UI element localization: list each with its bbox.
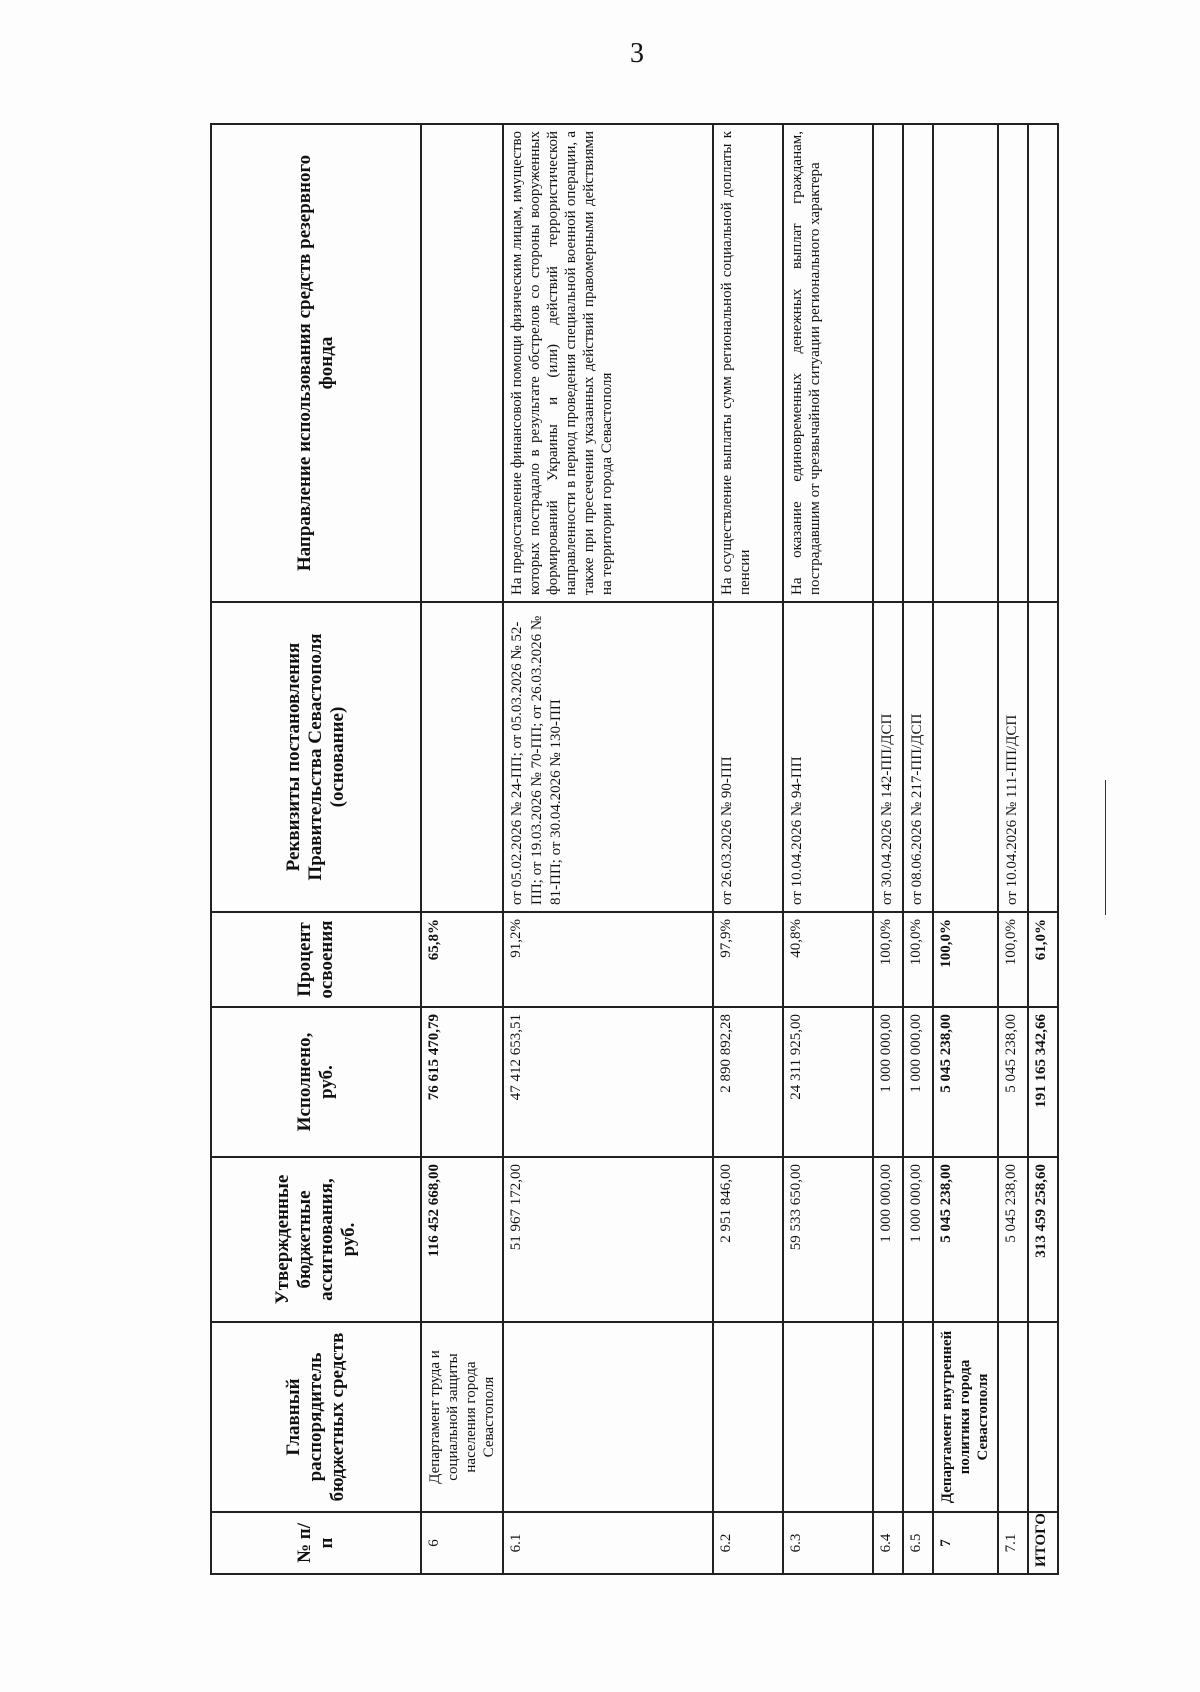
row-approved: 5 045 238,00 (998, 1157, 1028, 1322)
row-basis: от 30.04.2026 № 142-ПП/ДСП (873, 602, 903, 912)
row-basis (1028, 602, 1058, 912)
table-row (873, 124, 903, 1574)
row-basis: от 10.04.2026 № 111-ПП/ДСП (998, 602, 1028, 912)
row-purpose (421, 124, 503, 602)
row-purpose (998, 124, 1028, 602)
row-percent: 65,8% (421, 912, 503, 1007)
row-manager (783, 1322, 873, 1512)
row-approved: 51 967 172,00 (503, 1157, 713, 1322)
table-row (713, 124, 783, 1574)
row-num: 7 (933, 1512, 998, 1574)
row-approved: 1 000 000,00 (903, 1157, 933, 1322)
header-approved: Утвержденные бюджетные ассигнования, руб. (211, 1157, 421, 1322)
table-row (503, 124, 713, 1574)
row-manager: Департамент труда и социальной защиты населения города Севастополя (421, 1322, 503, 1512)
row-percent: 100,0% (933, 912, 998, 1007)
row-num: 6.1 (503, 1512, 713, 1574)
row-manager: Департамент внутренней политики города Севастополя (933, 1322, 998, 1512)
page-number: 3 (630, 38, 644, 69)
margin-rule (1105, 780, 1106, 915)
row-percent: 100,0% (873, 912, 903, 1007)
row-purpose: На оказание единовременных денежных выплат гражданам, пострадавшим от чрезвычайной ситуации регионального характера (783, 124, 873, 602)
row-basis: от 26.03.2026 № 90-ПП (713, 602, 783, 912)
row-executed: 24 311 925,00 (783, 1007, 873, 1157)
row-executed: 2 890 892,28 (713, 1007, 783, 1157)
total-percent: 61,0% (1028, 912, 1058, 1007)
row-purpose (933, 124, 998, 602)
row-num: 7.1 (998, 1512, 1028, 1574)
row-approved: 59 533 650,00 (783, 1157, 873, 1322)
table-total-row (1028, 124, 1058, 1574)
row-basis: от 05.02.2026 № 24-ПП; от 05.03.2026 № 52-ПП; от 19.03.2026 № 70-ПП; от 26.03.2026 № 81-ПП; от 30.04.2026 № 130-ПП (503, 602, 713, 912)
row-percent: 100,0% (903, 912, 933, 1007)
row-manager (998, 1322, 1028, 1512)
row-basis: от 08.06.2026 № 217-ПП/ДСП (903, 602, 933, 912)
row-purpose: На осуществление выплаты сумм региональной социальной доплаты к пенсии (713, 124, 783, 602)
row-manager (713, 1322, 783, 1512)
header-purpose: Направление использования средств резервного фонда (211, 124, 421, 602)
row-percent: 91,2% (503, 912, 713, 1007)
row-executed: 1 000 000,00 (903, 1007, 933, 1157)
row-executed: 47 412 653,51 (503, 1007, 713, 1157)
table-row (903, 124, 933, 1574)
row-executed: 5 045 238,00 (998, 1007, 1028, 1157)
row-num: 6.4 (873, 1512, 903, 1574)
row-manager (903, 1322, 933, 1512)
row-num: 6.3 (783, 1512, 873, 1574)
row-percent: 100,0% (998, 912, 1028, 1007)
row-basis (421, 602, 503, 912)
row-approved: 116 452 668,00 (421, 1157, 503, 1322)
row-purpose: На предоставление финансовой помощи физическим лицам, имущество которых пострадало в результате обстрелов со стороны вооруженных формирований Украины и (или) действий террористической направленности в период проведения специальной военной операции, а также при пресечении указанных действий правомерными действиями на территории города Севастополя (503, 124, 713, 602)
row-basis: от 10.04.2026 № 94-ПП (783, 602, 873, 912)
row-purpose (1028, 124, 1058, 602)
reserve-fund-table (210, 123, 1059, 1575)
row-approved: 5 045 238,00 (933, 1157, 998, 1322)
total-label: ИТОГО (1028, 1512, 1058, 1574)
row-executed: 76 615 470,79 (421, 1007, 503, 1157)
row-percent: 97,9% (713, 912, 783, 1007)
row-num: 6.5 (903, 1512, 933, 1574)
table-row (933, 124, 998, 1574)
header-percent: Процент освоения (211, 912, 421, 1007)
table-row (783, 124, 873, 1574)
row-percent: 40,8% (783, 912, 873, 1007)
total-executed: 191 165 342,66 (1028, 1007, 1058, 1157)
row-basis (933, 602, 998, 912)
row-manager (873, 1322, 903, 1512)
table-row (998, 124, 1028, 1574)
row-executed: 5 045 238,00 (933, 1007, 998, 1157)
header-manager: Главный распорядитель бюджетных средств (211, 1322, 421, 1512)
row-approved: 2 951 846,00 (713, 1157, 783, 1322)
header-basis: Реквизиты постановления Правительства Севастополя (основание) (211, 602, 421, 912)
row-purpose (903, 124, 933, 602)
row-num: 6.2 (713, 1512, 783, 1574)
row-manager (1028, 1322, 1058, 1512)
row-executed: 1 000 000,00 (873, 1007, 903, 1157)
header-executed: Исполнено, руб. (211, 1007, 421, 1157)
reserve-fund-table-container (210, 125, 1060, 1575)
header-num: № п/п (211, 1512, 421, 1574)
table-header-row (211, 124, 421, 1574)
table-row (421, 124, 503, 1574)
row-num: 6 (421, 1512, 503, 1574)
row-manager (503, 1322, 713, 1512)
row-approved: 1 000 000,00 (873, 1157, 903, 1322)
total-approved: 313 459 258,60 (1028, 1157, 1058, 1322)
row-purpose (873, 124, 903, 602)
